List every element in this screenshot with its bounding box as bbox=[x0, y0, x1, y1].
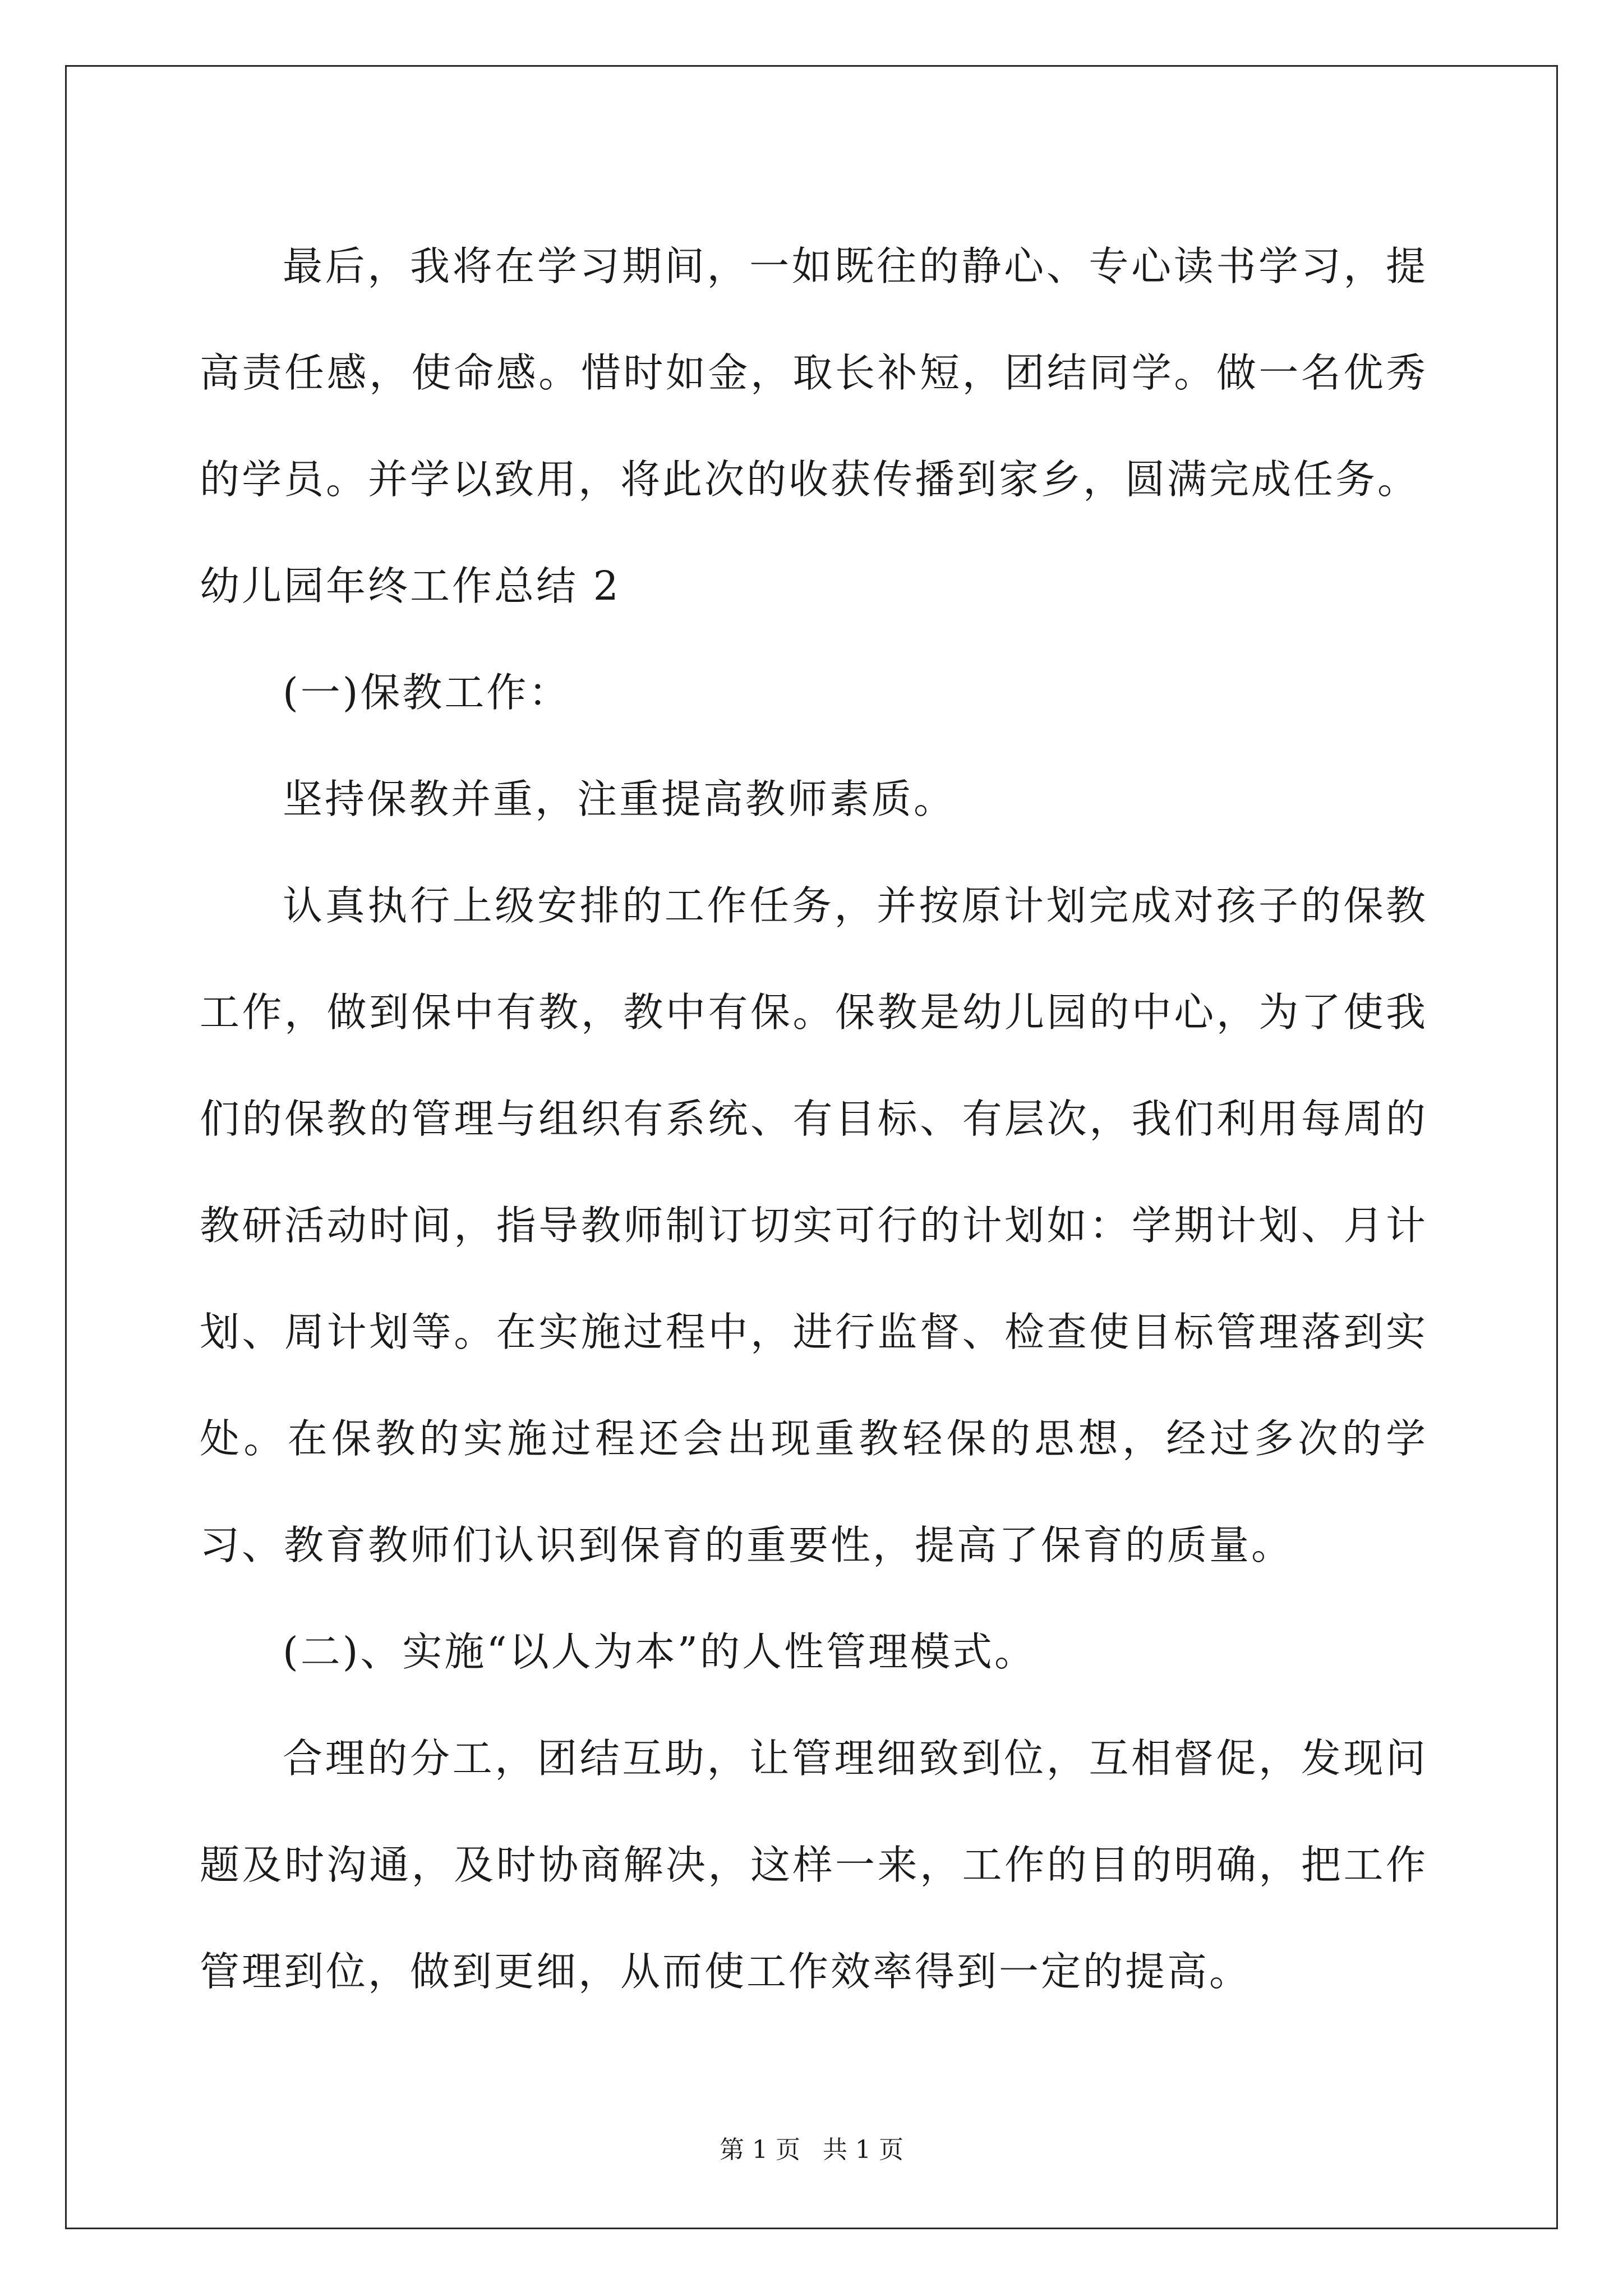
paragraph-teamwork: 合理的分工，团结互助，让管理细致到位，互相督促，发现问题及时沟通，及时协商解决，这样一来，工作的目的明确，把工作管理到位，做到更细，从而使工作效率得到一定的提高。 bbox=[200, 1735, 1428, 1995]
subheading-management-model: (二)、实施“以人为本”的人性管理模式。 bbox=[283, 1628, 1036, 1675]
subheading-care-education: (一)保教工作： bbox=[283, 669, 571, 716]
section-heading: 幼儿园年终工作总结 2 bbox=[200, 563, 621, 609]
paragraph-principle: 坚持保教并重，注重提高教师素质。 bbox=[283, 776, 956, 822]
paragraph-implementation: 认真执行上级安排的工作任务，并按原计划完成对孩子的保教工作，做到保中有教，教中有保。保教是幼儿园的中心，为了使我们的保教的管理与组织有系统、有目标、有层次，我们利用每周的教研活动时间，指导教师制订切实可行的计划如：学期计划、月计划、周计划等。在实施过程中，进行监督、检查使目标管理落到实处。在保教的实施过程还会出现重教轻保的思想，经过多次的学习、教育教师们认识到保育的重要性，提高了保育的质量。 bbox=[200, 882, 1428, 1568]
paragraph-closing: 最后，我将在学习期间，一如既往的静心、专心读书学习，提高责任感，使命感。惜时如金，取长补短，团结同学。做一名优秀的学员。并学以致用，将此次的收获传播到家乡，圆满完成任务。 bbox=[200, 243, 1428, 503]
page-number-current: 第 1 页 bbox=[720, 2136, 800, 2164]
page-number-total: 共 1 页 bbox=[823, 2136, 903, 2164]
page-footer bbox=[0, 2129, 1623, 2165]
document-body bbox=[200, 213, 1428, 2025]
